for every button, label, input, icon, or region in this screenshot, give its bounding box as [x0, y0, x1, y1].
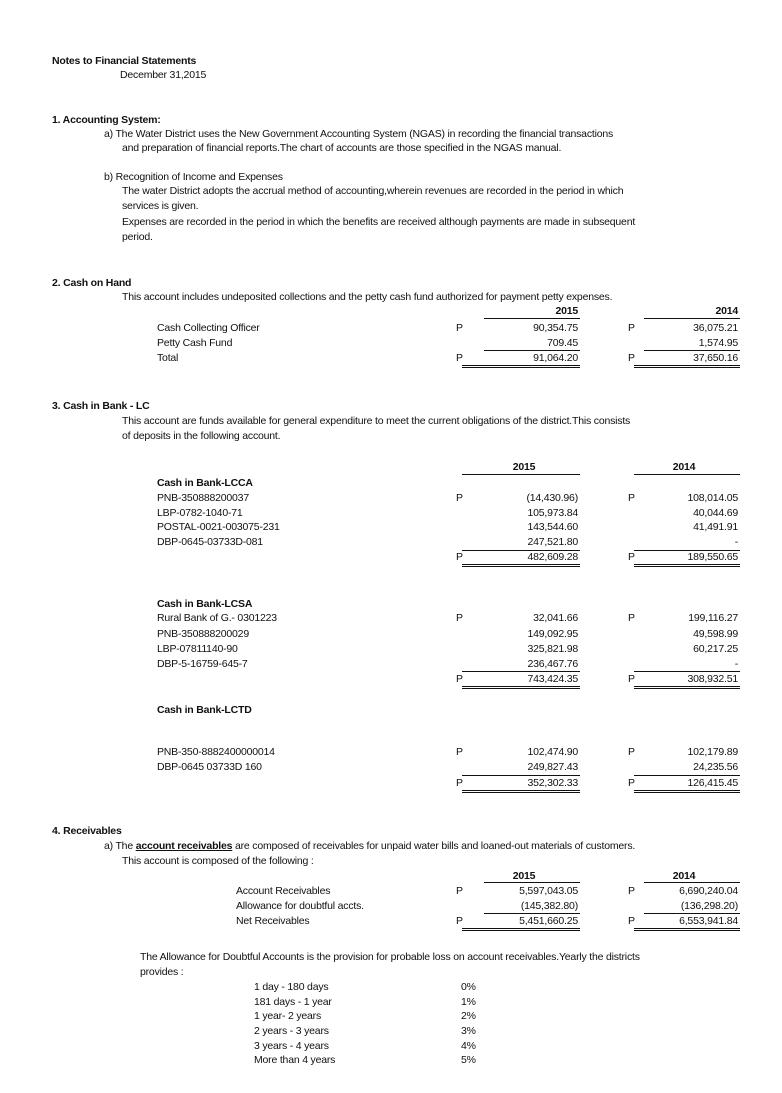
s1-b-line3: Expenses are recorded in the period in which the benefits are received although payments are made in subsequent: [122, 216, 636, 228]
section-2-heading: 2. Cash on Hand: [52, 277, 132, 289]
peso-sign: P: [456, 673, 463, 685]
aging-pct: 4%: [461, 1040, 476, 1052]
aging-period: 2 years - 3 years: [254, 1025, 329, 1037]
s2-col-2014: 2014: [715, 305, 738, 317]
lcsa-2015: 325,821.98: [527, 643, 578, 655]
s4-allow-line2: provides :: [140, 966, 184, 978]
peso-sign: P: [628, 777, 635, 789]
account-receivables-link[interactable]: account receivables: [135, 840, 233, 852]
section-1-heading: 1. Accounting System:: [52, 114, 161, 126]
peso-sign: P: [456, 551, 463, 563]
s4-col-2015: 2015: [512, 870, 536, 882]
s2-col-2015: 2015: [555, 305, 578, 317]
s4-row-label: Account Receivables: [236, 885, 331, 897]
aging-pct: 2%: [461, 1010, 476, 1022]
lcsa-2014: 199,116.27: [688, 612, 738, 624]
lcsa-2015: 149,092.95: [527, 628, 578, 640]
lcsa-account: DBP-5-16759-645-7: [157, 658, 248, 670]
peso-sign: P: [628, 885, 635, 897]
lctd-title: Cash in Bank-LCTD: [157, 704, 252, 716]
aging-pct: 3%: [461, 1025, 476, 1037]
peso-sign: P: [456, 352, 463, 364]
lcca-2015: 143,544.60: [527, 521, 578, 533]
lcca-2014: 108,014.05: [687, 492, 738, 504]
peso-sign: P: [456, 777, 463, 789]
lctd-account: PNB-350-8882400000014: [157, 746, 275, 758]
s4-value-2014: (136,298.20): [680, 900, 738, 912]
peso-sign: P: [628, 915, 635, 927]
s2-value-2014: 36,075.21: [693, 322, 738, 334]
s4-a-line1: [104, 840, 635, 852]
s4-col-2014: 2014: [672, 870, 696, 882]
aging-period: 1 day - 180 days: [254, 981, 329, 993]
lctd-total-2015: 352,302.33: [527, 777, 578, 789]
s4-total-label: Net Receivables: [236, 915, 310, 927]
statement-date: December 31,2015: [120, 69, 207, 81]
peso-sign: P: [456, 746, 463, 758]
s3-col-2015: 2015: [512, 461, 536, 473]
lcsa-account: LBP-07811140-90: [157, 643, 238, 655]
lcca-total-2015: 482,609.28: [527, 551, 578, 563]
s4-allow-line1: The Allowance for Doubtful Accounts is the provision for probable loss on account receivables.Yearly the districts: [140, 951, 640, 963]
peso-sign: P: [628, 673, 635, 685]
lcca-2014: -: [734, 536, 738, 548]
lcsa-2014: -: [734, 658, 738, 670]
s1-a-line2: and preparation of financial reports.The chart of accounts are those specified in the NGAS manual.: [122, 142, 562, 154]
lcsa-2015: 32,041.66: [533, 612, 578, 624]
peso-sign: P: [628, 492, 635, 504]
peso-sign: P: [628, 551, 635, 563]
s2-row-label: Cash Collecting Officer: [157, 322, 260, 334]
lcsa-title: Cash in Bank-LCSA: [157, 598, 253, 610]
s4-value-2014: 6,690,240.04: [679, 885, 738, 897]
s3-col-2014: 2014: [672, 461, 696, 473]
aging-pct: 0%: [461, 981, 476, 993]
s1-b-line2: services is given.: [122, 200, 199, 212]
lcca-account: DBP-0645-03733D-081: [157, 536, 263, 548]
s1-b-line1: The water District adopts the accrual method of accounting,wherein revenues are recorded in the period in which: [122, 185, 624, 197]
section-3-heading: 3. Cash in Bank - LC: [52, 400, 150, 412]
peso-sign: P: [456, 915, 463, 927]
s4-a-line2: This account is composed of the following :: [122, 855, 314, 867]
lctd-account: DBP-0645 03733D 160: [157, 761, 262, 773]
s1-b-line4: period.: [122, 231, 153, 243]
s2-value-2014: 1,574.95: [698, 337, 738, 349]
aging-pct: 1%: [461, 996, 476, 1008]
lcsa-total-2014: 308,932.51: [687, 673, 738, 685]
aging-period: 1 year- 2 years: [254, 1010, 322, 1022]
aging-period: 3 years - 4 years: [254, 1040, 329, 1052]
peso-sign: P: [628, 352, 635, 364]
peso-sign: P: [456, 492, 463, 504]
s2-row-label: Petty Cash Fund: [157, 337, 233, 349]
lcsa-total-2015: 743,424.35: [527, 673, 578, 685]
lcsa-2015: 236,467.76: [527, 658, 578, 670]
page-title: Notes to Financial Statements: [52, 55, 197, 67]
s2-total-label: Total: [157, 352, 179, 364]
aging-period: 181 days - 1 year: [254, 996, 332, 1008]
s1-b-heading: b) Recognition of Income and Expenses: [104, 171, 283, 183]
s2-value-2015: 90,354.75: [533, 322, 578, 334]
lcsa-account: PNB-350888200029: [157, 628, 249, 640]
peso-sign: P: [456, 612, 463, 624]
peso-sign: P: [628, 612, 635, 624]
lcsa-2014: 60,217.25: [693, 643, 738, 655]
lcca-2015: (14,430.96): [526, 492, 578, 504]
lctd-2015: 249,827.43: [527, 761, 578, 773]
s2-value-2015: 709.45: [547, 337, 578, 349]
lcca-2015: 247,521.80: [527, 536, 578, 548]
s4-total-2015: 5,451,660.25: [519, 915, 578, 927]
aging-pct: 5%: [461, 1054, 476, 1066]
lcsa-2014: 49,598.99: [693, 628, 738, 640]
s4-a-prefix: a) The: [104, 840, 133, 852]
lcca-account: LBP-0782-1040-71: [157, 507, 243, 519]
s4-value-2015: 5,597,043.05: [519, 885, 578, 897]
s3-desc-line1: This account are funds available for general expenditure to meet the current obligations of the district.This consists: [122, 415, 631, 427]
peso-sign: P: [628, 322, 635, 334]
s2-total-2015: 91,064.20: [533, 352, 578, 364]
peso-sign: P: [456, 322, 463, 334]
peso-sign: P: [456, 885, 463, 897]
s3-desc-line2: of deposits in the following account.: [122, 430, 281, 442]
s4-row-label: Allowance for doubtful accts.: [236, 900, 364, 912]
lcca-2015: 105,973.84: [527, 507, 578, 519]
lcca-total-2014: 189,550.65: [687, 551, 738, 563]
lcca-title: Cash in Bank-LCCA: [157, 477, 253, 489]
section-4-heading: 4. Receivables: [52, 825, 122, 837]
s1-a-line1: a) The Water District uses the New Government Accounting System (NGAS) in recording the financial transactions: [104, 128, 614, 140]
s2-description: This account includes undeposited collections and the petty cash fund authorized for payment petty expenses.: [122, 291, 613, 303]
aging-period: More than 4 years: [254, 1054, 336, 1066]
lctd-2014: 24,235.56: [693, 761, 738, 773]
lcca-2014: 40,044.69: [693, 507, 738, 519]
lcca-account: POSTAL-0021-003075-231: [157, 521, 280, 533]
lctd-total-2014: 126,415.45: [687, 777, 738, 789]
lctd-2015: 102,474.90: [527, 746, 578, 758]
lcca-account: PNB-350888200037: [157, 492, 249, 504]
peso-sign: P: [628, 746, 635, 758]
s4-value-2015: (145,382.80): [520, 900, 578, 912]
lcsa-account: Rural Bank of G.- 0301223: [157, 612, 277, 624]
lctd-2014: 102,179.89: [687, 746, 738, 758]
s2-total-2014: 37,650.16: [693, 352, 738, 364]
s4-total-2014: 6,553,941.84: [679, 915, 738, 927]
lcca-2014: 41,491.91: [693, 521, 738, 533]
s4-a-rest: are composed of receivables for unpaid water bills and loaned-out materials of customers.: [235, 840, 636, 852]
